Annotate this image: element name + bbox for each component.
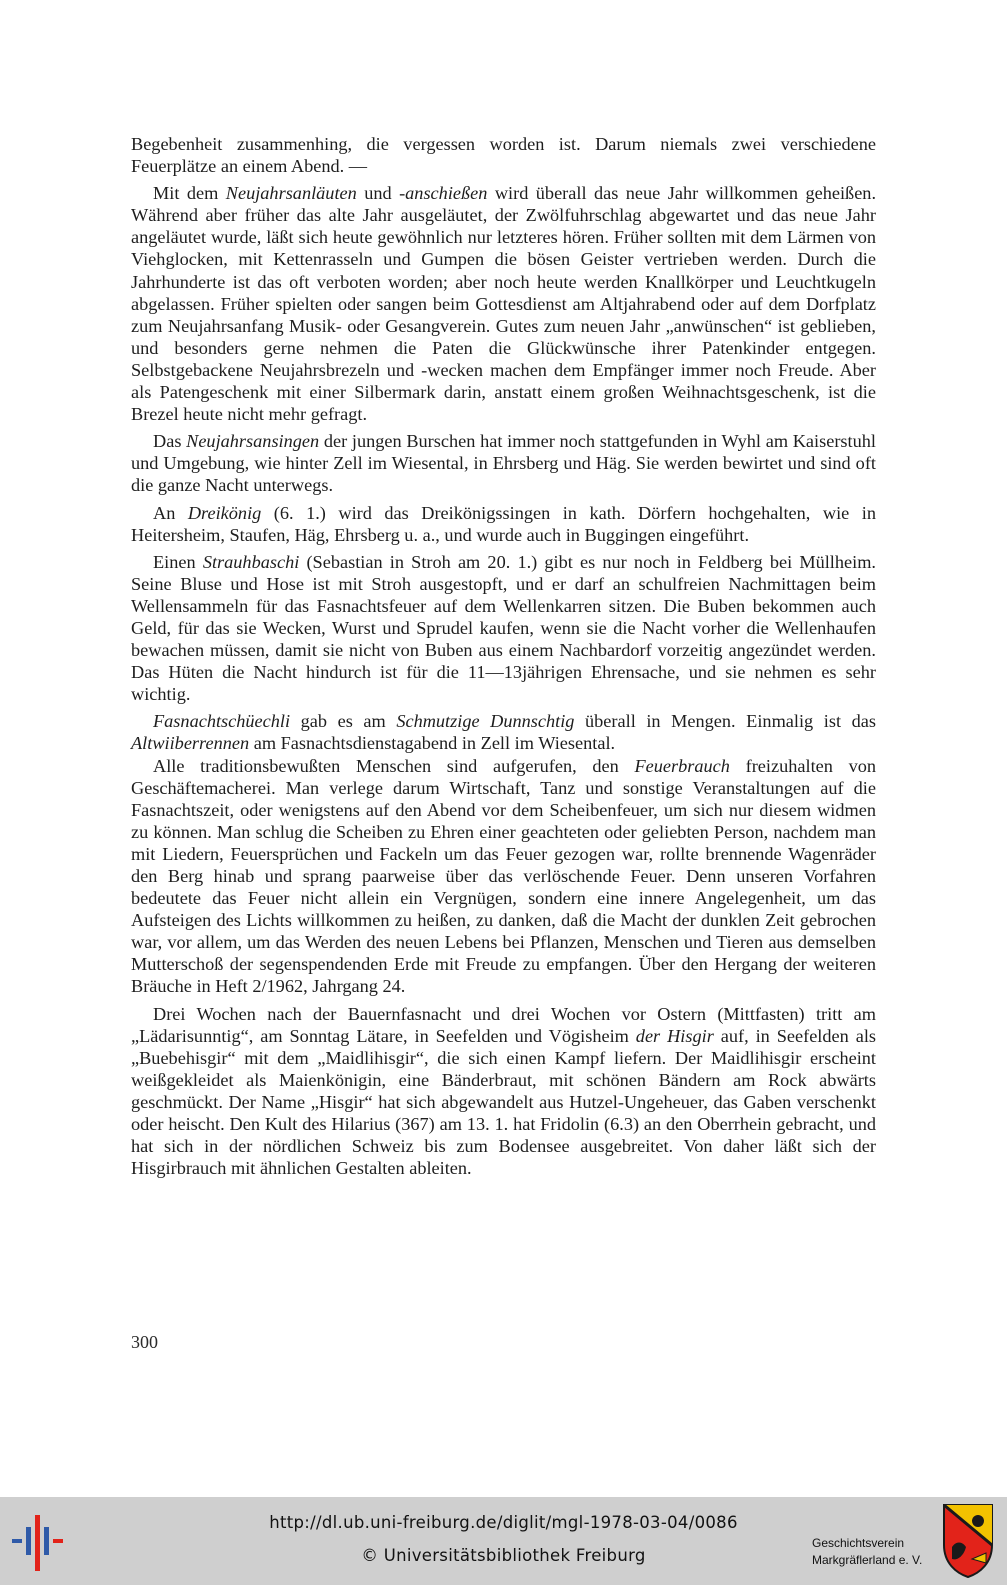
footer-bar: [0, 1497, 1007, 1585]
italic-term: Neujahrsanläuten: [225, 183, 357, 204]
italic-term: Altwiiberrennen: [131, 733, 250, 754]
paragraph-4: An Dreikönig (6. 1.) wird das Dreikönigssingen in kath. Dörfern hochgehalten, wie in Heitersheim, Staufen, Häg, Ehrsberg u. a., und wurde auch in Buggingen eingeführt.: [131, 502, 876, 545]
paragraph-text: Begebenheit zusammenhing, die vergessen worden ist. Darum niemals zwei verschiedene Feuerplätze an einem Abend. —: [131, 134, 876, 177]
italic-term: -anschießen: [399, 183, 488, 204]
page-number: 300: [131, 1332, 158, 1352]
italic-term: der Hisgir: [635, 1025, 714, 1046]
paragraph-8: Drei Wochen nach der Bauernfasnacht und drei Wochen vor Ostern (Mittfasten) tritt am „Lädarisunntig“, am Sonntag Lätare, in Seefelden und Vögisheim der Hisgir auf, in Seefelden als „Buebehisgir“ mit dem „Maidlihisgir“, die sich einen Kampf liefern. Der Maidlihisgir erscheint weißgekleidet als Maienkönigin, eine Bänderbraut, mit schönen Bändern am Rock abwärts geschmückt. Der Name „Hisgir“ hat sich abgewandelt aus Hutzel-Ungeheuer, das Gaben verschenkt oder heischt. Den Kult des Hilarius (367) am 13. 1. hat Fridolin (6.3) an den Oberrhein gebracht, und hat sich in der nördlichen Schweiz bis zum Bodensee ausgebreitet. Von daher läßt sich der Hisgirbrauch mit ähnlichen Gestalten ableiten.: [131, 1003, 877, 1179]
footer-url-link[interactable]: http://dl.ub.uni-freiburg.de/diglit/mgl-1978-03-04/0086: [269, 1513, 738, 1532]
paragraph-6: Fasnachtschüechli gab es am Schmutzige Dunnschtig überall in Mengen. Einmalig ist das Altwiiberrennen am Fasnachtsdienstagabend in Zell im Wiesental.: [131, 711, 876, 754]
italic-term: Schmutzige Dunnschtig: [396, 711, 575, 732]
paragraph-5: Einen Strauhbaschi (Sebastian in Stroh am 20. 1.) gibt es nur noch in Feldberg bei Müllheim. Seine Bluse und Hose ist mit Stroh ausgestopft, und er darf an schulfreien Nachmittagen beim Wellensammeln für das Fasnachtsfeuer auf dem Wellenkarren sitzen. Die Buben bekommen auch Geld, für das sie Wecken, Wurst und Sprudel kaufen, wenn sie die Nacht vorher die Wellenhaufen bewachen müssen, damit sie nicht von Buben aus einem Nachbardorf vorzeitig angezündet werden. Das Hüten die Nacht hindurch ist für die 11—13jährigen Ehrensache, und sie nehmen es sehr wichtig.: [131, 551, 876, 705]
italic-term: Feuerbrauch: [634, 755, 730, 776]
paragraph-3: Das Neujahrsansingen der jungen Burschen hat immer noch stattgefunden in Wyhl am Kaiserstuhl und Umgebung, wie hinter Zell im Wiesental, in Ehrsberg und Häg. Sie werden bewirtet und sind oft die ganze Nacht unterwegs.: [131, 431, 876, 496]
italic-term: Strauhbaschi: [202, 551, 300, 572]
italic-term: Neujahrsansingen: [186, 431, 320, 452]
paragraph-2: Mit dem Neujahrsanläuten und -anschießen wird überall das neue Jahr willkommen geheißen. Während aber früher das alte Jahr ausgeläutet, der Zwölfuhrschlag abgewartet und das neue Jahr angeläutet wurde, läßt sich heute gewöhnlich nur letzteres hören. Früher sollten mit dem Lärmen von Viehglocken, mit Kettenrasseln und Gumpen die bösen Geister vertrieben werden. Durch die Jahrhunderte ist das oft verboten worden; aber noch heute werden Knallkörper und Leuchtkugeln abgelassen. Früher spielten oder sangen beim Gottesdienst am Altjahrabend oder auf dem Dorfplatz zum Neujahrsanfang Musik- oder Gesangverein. Gutes zum neuen Jahr „anwünschen“ ist geblieben, und besonders gerne nehmen die Paten die Glückwünsche ihrer Patenkinder entgegen. Selbstgebackene Neujahrsbrezeln und -wecken machen dem Empfänger immer noch Freude. Aber als Patengeschenk mit einer Silbermark darin, anstatt einem großen Weihnachtsgeschenk, ist die Brezel heute nicht mehr gefragt.: [131, 183, 877, 425]
paragraph-1: [131, 133, 876, 177]
italic-term: Fasnachtschüechli: [153, 711, 291, 732]
paragraph-7: Alle traditionsbewußten Menschen sind aufgerufen, den Feuerbrauch freizuhalten von Geschäftemacherei. Man verlege darum Wirtschaft, Tanz und sonstige Veranstaltungen auf die Fasnachtszeit, oder wenigstens auf den Abend vor dem Scheibenfeuer, um sich nur diesem widmen zu können. Man schlug die Scheiben zu Ehren einer geachteten oder geliebten Person, nachdem man mit Liedern, Feuersprüchen und Fackeln um das Feuer gezogen war, rollte brennende Wagenräder den Berg hinab und sprang paarweise über das verlöschende Feuer. Denn unseren Vorfahren bedeutete das Feuer nicht allein ein Vergnügen, sondern eine innere Angelegenheit, um das Aufsteigen des Lichts willkommen zu heißen, zu danken, daß die Macht der dunklen Zeit gebrochen war, vor allem, um das Werden des neuen Lebens bei Pflanzen, Menschen und Tieren aus demselben Mutterschoß der segenspendenden Erde mit Freude zu empfangen. Über den Hergang der weiteren Bräuche in Heft 2/1962, Jahrgang 24.: [131, 755, 877, 997]
society-name: Geschichtsverein Markgräflerland e. V.: [812, 1536, 923, 1567]
page-body: [131, 133, 876, 1184]
coat-of-arms-icon[interactable]: [942, 1503, 994, 1579]
italic-term: Dreikönig: [187, 502, 262, 523]
footer-copyright: © Universitätsbibliothek Freiburg: [361, 1546, 646, 1565]
